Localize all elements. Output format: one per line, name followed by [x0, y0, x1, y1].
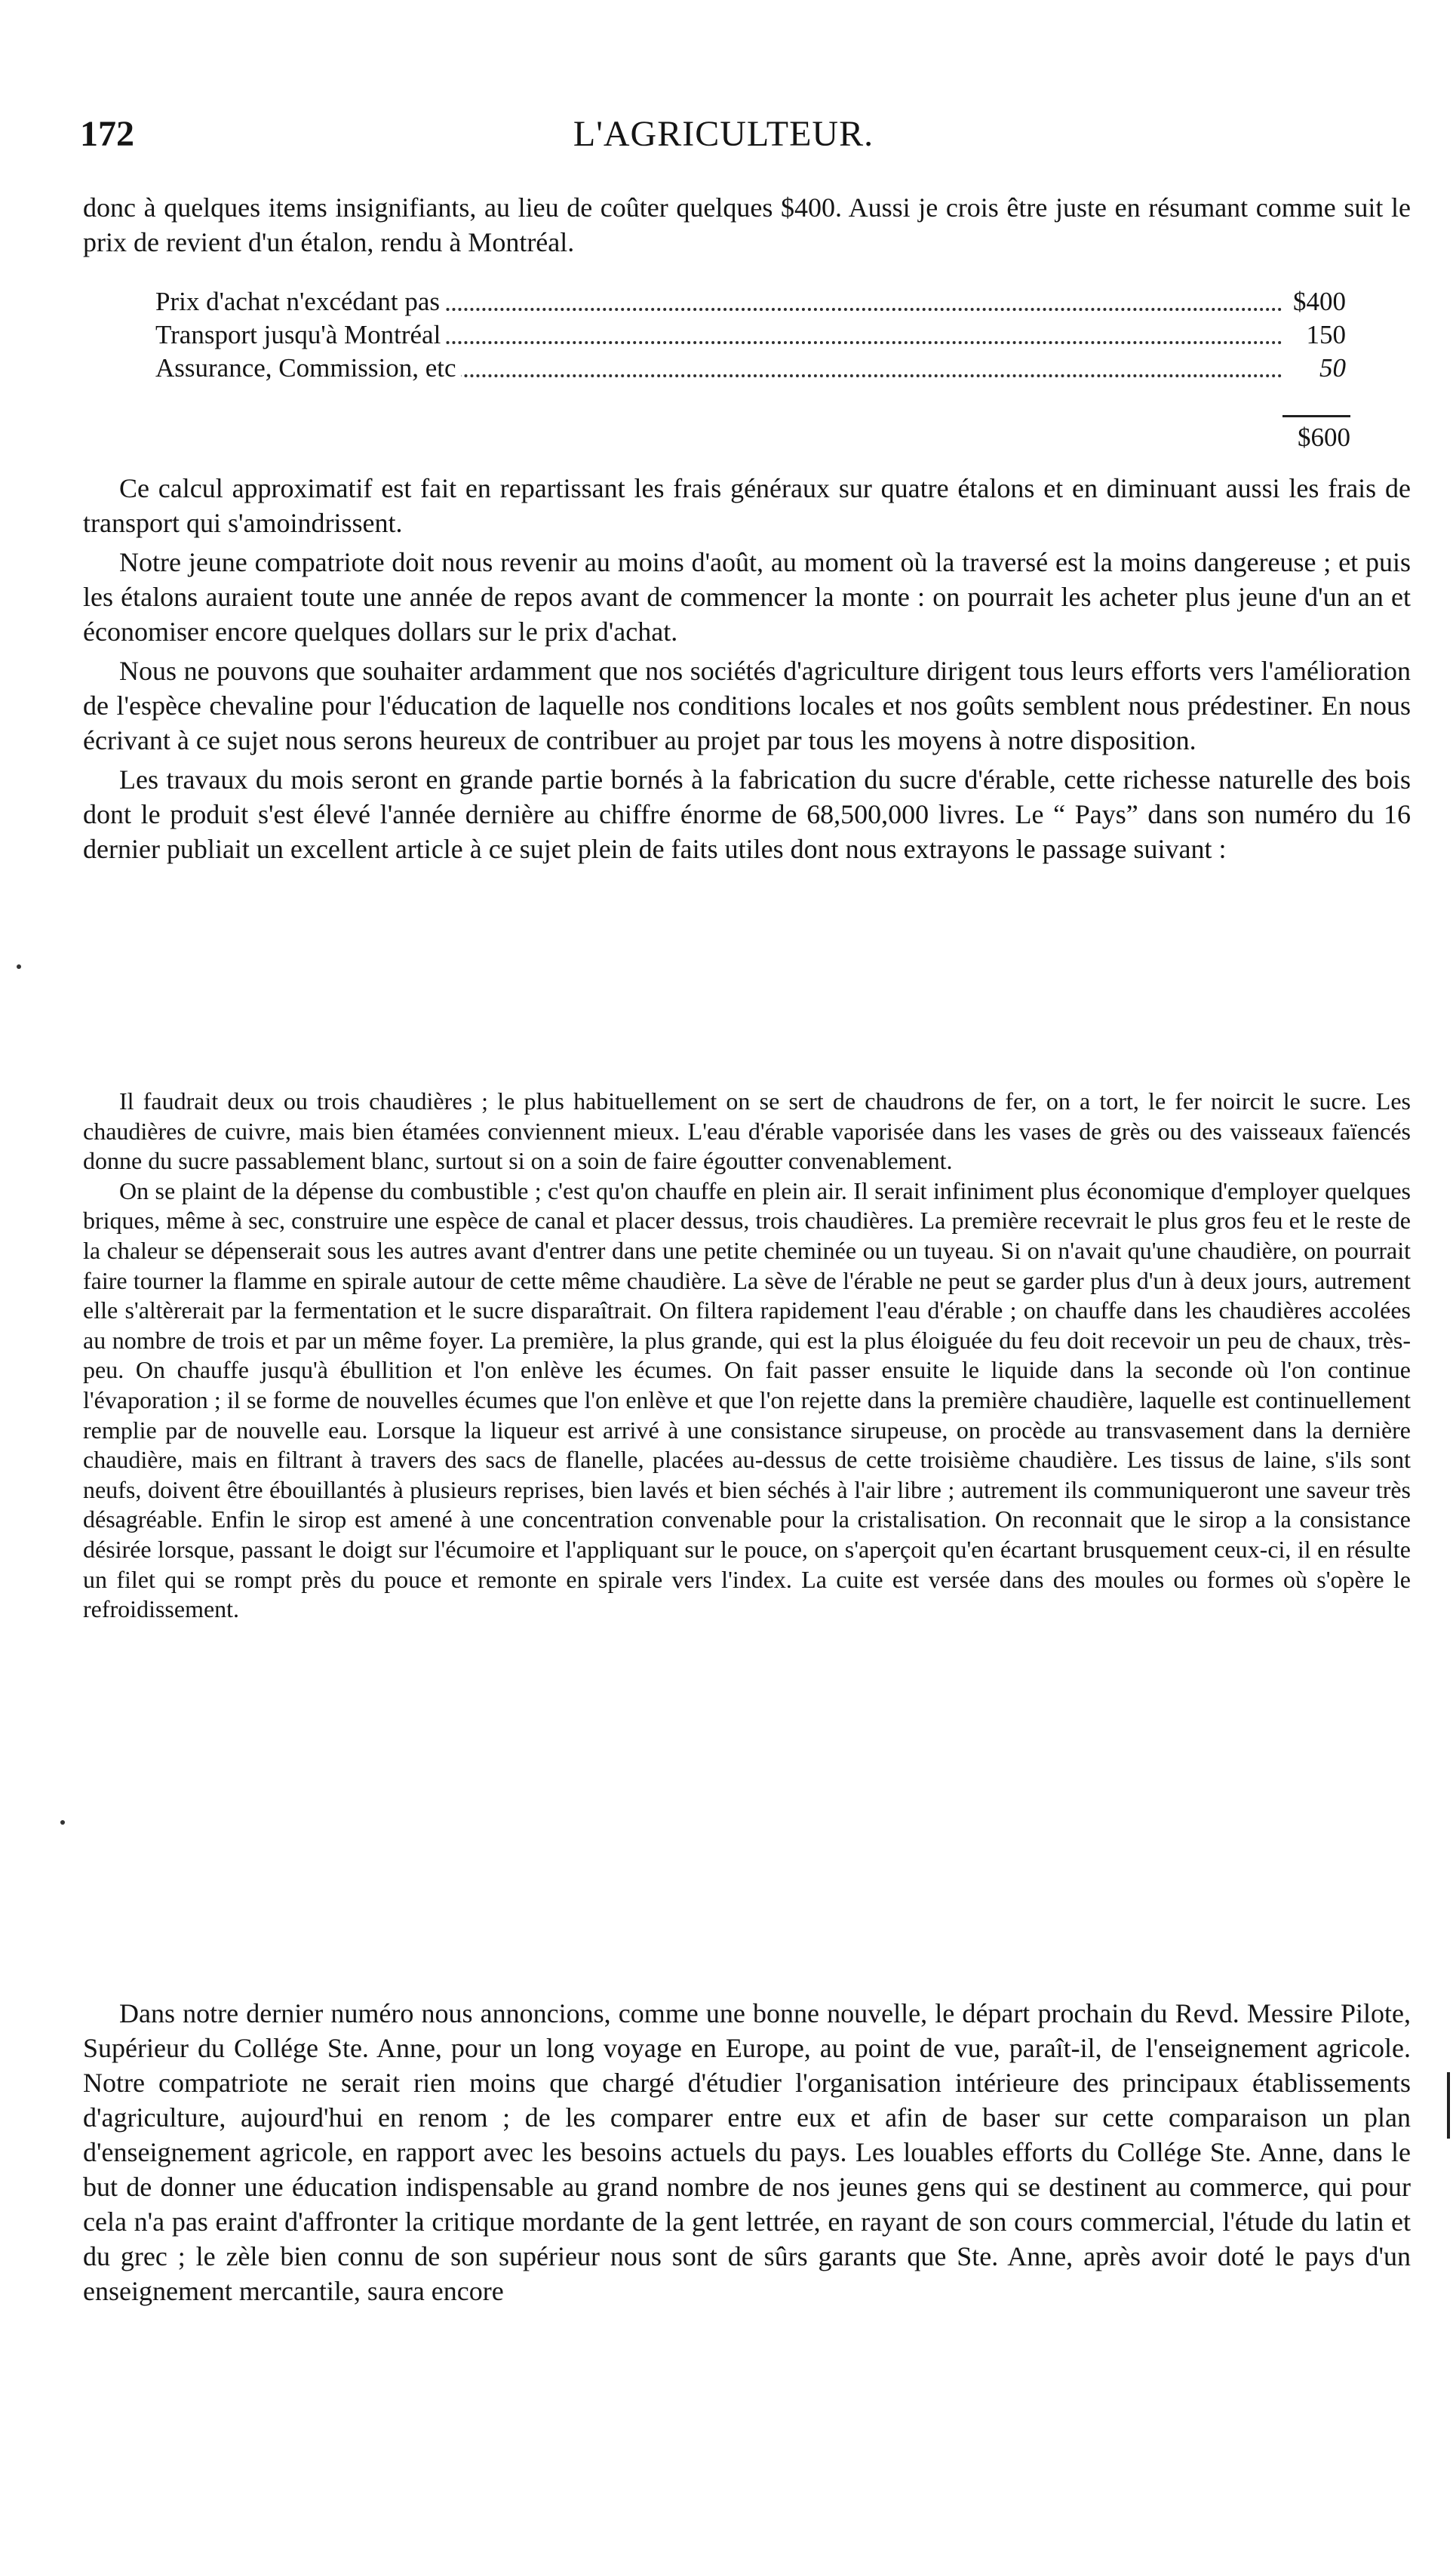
ledger-total: $600	[1298, 423, 1350, 452]
quote-paragraph: On se plaint de la dépense du combustible ; c'est qu'on chauffe en plein air. Il serait infiniment plus économique d'employer quelques briques, même à sec, construire une espèce de canal et placer dessus, trois chaudières. La première recevrait le plus gros feu et le reste de la chaleur se dépenserait sous les autres avant d'entrer dans une petite cheminée ou un tuyeau. Si on n'avait qu'une chaudière, on pourrait faire tourner la flamme en spirale autour de cette même chaudière. La sève de l'érable ne peut se garder plus d'un à deux jours, autrement elle s'altèrerait par la fermentation et le sucre disparaîtrait. On filtera rapidement l'eau d'érable ; on chauffe dans les chaudières accolées au nombre de trois et par un même foyer. La première, la plus grande, qui est la plus éloiguée du feu doit recevoir un peu de chaux, très-peu. On chauffe jusqu'à ébullition et l'on enlève les écumes. On fait passer ensuite le liquide dans la seconde où l'on continue l'évaporation ; il se forme de nouvelles écumes que l'on enlève et que l'on rejette dans la première chaudière, laquelle est continuellement remplie par de nouvelle eau. Lorsque la liqueur est arrivé à une consistance sirupeuse, on procède au transvasement dans la dernière chaudière, mais en filtrant à travers des sacs de flanelle, placées au-dessus de cette troisième chaudière. Les tissus de laine, s'ils sont neufs, doivent être ébouillantés à plusieurs reprises, bien lavés et bien séchés à l'air libre ; autrement ils communiqueront une saveur très désagréable. Enfin le sirop est amené à une concentration convenable pour la cristalisation. On reconnait que le sirop a la consistance désirée lorsque, passant le doigt sur l'écumoire et l'appliquant sur le pouce, on s'aperçoit qu'en écartant brusquement ceux-ci, il en résulte un filet qui se rompt près du pouce et remonte en spirale vers l'index. La cuite est versée dans des moules ou formes où s'opère le refroidissement.	[83, 1176, 1411, 1623]
margin-speck	[60, 1820, 65, 1825]
paragraph: Dans notre dernier numéro nous annoncions, comme une bonne nouvelle, le départ prochain du Revd. Messire Pilote, Supérieur du Collége Ste. Anne, pour un long voyage en Europe, au point de vue, paraît-il, de l'enseignement agricole. Notre compatriote ne serait rien moins que chargé d'étudier l'organisation intérieure des principaux établissements d'agriculture, aujourd'hui en renom ; de les comparer entre eux et afin de baser sur cette comparaison un plan d'enseignement agricole, en rapport avec les besoins actuels du pays. Les louables efforts du Collége Ste. Anne, dans le but de donner une éducation indispensable au grand nombre de nos jeunes gens qui se destinent au commerce, qui pour cela n'a pas eraint d'affronter la critique mordante de la gent lettrée, en rayant de son cours commercial, l'étude du latin et du grec ; le zèle bien connu de son supérieur nous sont de sûrs garants que Ste. Anne, après avoir doté le pays d'un enseignement mercantile, saura encore	[83, 1998, 1411, 2306]
ledger-row	[151, 285, 1350, 318]
paragraph: Ce calcul approximatif est fait en repartissant les frais généraux sur quatre étalons et en diminuant aussi les frais de transport qui s'amoindrissent.	[83, 473, 1411, 538]
margin-speck	[17, 964, 21, 969]
quoted-passage	[83, 1087, 1411, 1625]
page-number: 172	[80, 114, 134, 154]
ledger-row	[151, 318, 1350, 352]
main-paragraphs	[83, 471, 1411, 866]
ledger-total-rule	[1282, 415, 1350, 417]
ledger-label: Assurance, Commission, etc	[151, 352, 461, 385]
intro-paragraph-block	[83, 190, 1411, 260]
ledger-amount: 50	[1315, 352, 1350, 385]
paragraph: Nous ne pouvons que souhaiter ardamment que nos sociétés d'agriculture dirigent tous leurs efforts vers l'amélioration de l'espèce chevaline pour l'éducation de laquelle nos conditions locales et nos goûts semblent nous prédestiner. En nous écrivant à ce sujet nous serons heureux de contribuer au projet par tous les moyens à notre disposition.	[83, 656, 1411, 755]
ledger-label: Transport jusqu'à Montréal	[151, 318, 445, 352]
scan-edge-mark	[1447, 2072, 1450, 2139]
ledger-label: Prix d'achat n'excédant pas	[151, 285, 444, 318]
paragraph: Notre jeune compatriote doit nous revenir au moins d'août, au moment où la traversé est la moins dangereuse ; et puis les étalons auraient toute une année de repos avant de commencer la monte : on pourrait les acheter plus jeune d'un an et économiser encore quelques dollars sur le prix d'achat.	[83, 547, 1411, 647]
closing-paragraph-block	[83, 1996, 1411, 2308]
ledger-row	[151, 352, 1350, 385]
paragraph: Les travaux du mois seront en grande partie bornés à la fabrication du sucre d'érable, cette richesse naturelle des bois dont le produit s'est élevé l'année dernière au chiffre énorme de 68,500,000 livres. Le “ Pays” dans son numéro du 16 dernier publiait un excellent article à ce sujet plein de faits utiles dont nous extrayons le passage suivant :	[83, 764, 1411, 864]
quote-paragraph: Il faudrait deux ou trois chaudières ; le plus habituellement on se sert de chaudrons de fer, on a tort, le fer noircit le sucre. Les chaudières de cuivre, mais bien étamées conviennent mieux. L'eau d'érable vaporisée dans les vases de grès ou des vaisseaux faïencés donne du sucre passablement blanc, surtout si on a soin de faire égoutter convenablement.	[83, 1087, 1411, 1175]
ledger-amount: $400	[1289, 285, 1350, 318]
running-title: L'AGRICULTEUR.	[573, 114, 874, 154]
page-header	[74, 113, 1373, 166]
cost-ledger	[151, 285, 1350, 385]
intro-paragraph: donc à quelques items insignifiants, au lieu de coûter quelques $400. Aussi je crois être juste en résumant comme suit le prix de revient d'un étalon, rendu à Montréal.	[83, 192, 1411, 257]
ledger-amount: 150	[1302, 318, 1351, 352]
